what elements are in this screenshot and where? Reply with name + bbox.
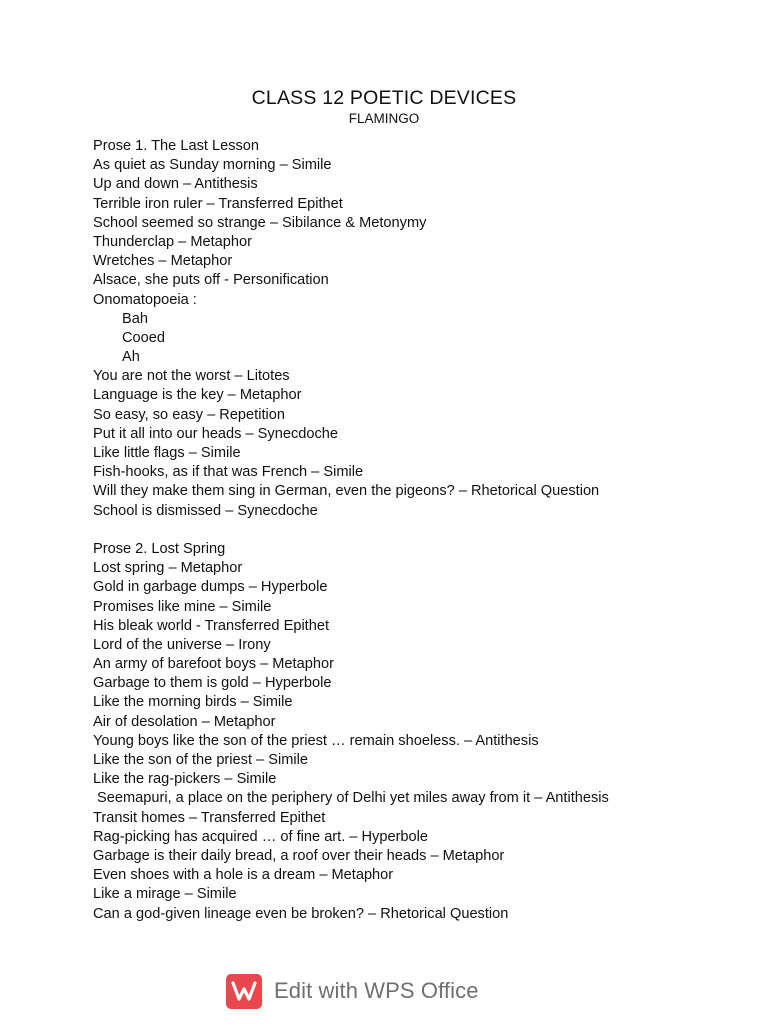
- list-item: Air of desolation – Metaphor: [93, 713, 276, 730]
- list-subitem: Bah: [122, 310, 148, 327]
- list-item: His bleak world - Transferred Epithet: [93, 617, 330, 634]
- list-item: Garbage to them is gold – Hyperbole: [93, 675, 332, 692]
- list-item: An army of barefoot boys – Metaphor: [93, 656, 334, 673]
- list-item: School is dismissed – Synecdoche: [93, 502, 318, 519]
- list-item: Onomatopoeia :: [93, 291, 197, 308]
- document-subtitle: FLAMINGO: [348, 111, 420, 126]
- list-item: Like the rag-pickers – Simile: [93, 771, 277, 788]
- document-title: CLASS 12 POETIC DEVICES: [251, 87, 517, 109]
- list-item: Like the morning birds – Simile: [93, 694, 293, 711]
- list-subitem: Ah: [122, 349, 140, 366]
- list-item: Put it all into our heads – Synecdoche: [93, 425, 339, 442]
- list-item: Even shoes with a hole is a dream – Metaphor: [93, 867, 394, 884]
- list-item: Like little flags – Simile: [93, 445, 241, 461]
- list-item: School seemed so strange – Sibilance & Metonymy: [93, 214, 427, 231]
- list-item: You are not the worst – Litotes: [93, 368, 290, 385]
- list-item: Garbage is their daily bread, a roof over their heads – Metaphor: [93, 847, 505, 864]
- list-item: Language is the key – Metaphor: [93, 387, 302, 404]
- section-heading-lost-spring: Prose 2. Lost Spring: [93, 540, 226, 557]
- list-item: Lost spring – Metaphor: [93, 560, 243, 577]
- list-item: So easy, so easy – Repetition: [93, 406, 285, 423]
- list-item: Wretches – Metaphor: [93, 253, 233, 270]
- list-item: Transit homes – Transferred Epithet: [93, 809, 326, 826]
- list-item: Young boys like the son of the priest … remain shoeless. – Antithesis: [93, 732, 539, 749]
- list-item: Like a mirage – Simile: [93, 886, 237, 903]
- list-item: Can a god-given lineage even be broken? – Rhetorical Question: [93, 905, 509, 922]
- list-item: Up and down – Antithesis: [93, 176, 258, 193]
- list-item: Lord of the universe – Irony: [93, 636, 271, 653]
- blank-line: [93, 521, 733, 540]
- list-item: Alsace, she puts off - Personification: [93, 272, 329, 289]
- list-item: Rag-picking has acquired … of fine art. – Hyperbole: [93, 828, 429, 845]
- list-item: Like the son of the priest – Simile: [93, 752, 308, 768]
- section-heading-last-lesson: Prose 1. The Last Lesson: [93, 138, 260, 154]
- list-item: Gold in garbage dumps – Hyperbole: [93, 579, 328, 596]
- list-item: Will they make them sing in German, even the pigeons? – Rhetorical Question: [93, 483, 600, 500]
- document-body: [93, 137, 733, 924]
- list-item: Thunderclap – Metaphor: [93, 233, 253, 250]
- edit-with-wps-button[interactable]: [226, 973, 479, 1009]
- list-item: Terrible iron ruler – Transferred Epithet: [93, 195, 343, 212]
- wps-label: Edit with WPS Office: [274, 978, 479, 1003]
- list-subitem: Cooed: [122, 329, 166, 346]
- list-item: Fish-hooks, as if that was French – Simile: [93, 464, 364, 481]
- wps-w-glyph-icon: [231, 980, 257, 1002]
- list-item: Seemapuri, a place on the periphery of Delhi yet miles away from it – Antithesis: [97, 790, 609, 807]
- list-item: As quiet as Sunday morning – Simile: [93, 157, 332, 174]
- wps-logo-icon: [226, 974, 262, 1009]
- list-item: Promises like mine – Simile: [93, 598, 272, 615]
